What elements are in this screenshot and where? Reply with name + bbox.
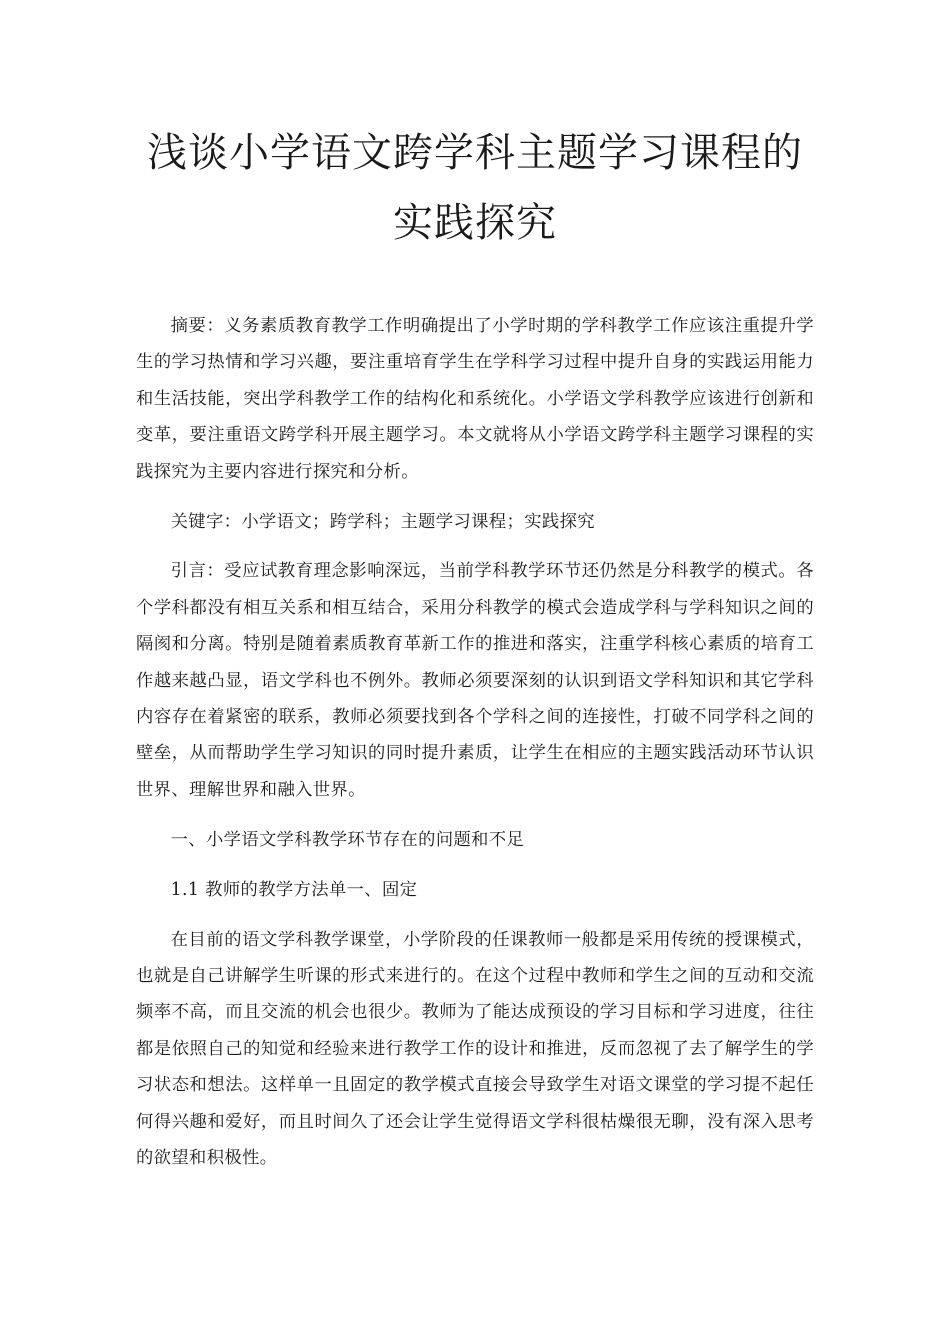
- subsection-body-paragraph: 在目前的语文学科教学课堂，小学阶段的任课教师一般都是采用传统的授课模式，也就是自己讲解学生听课的形式来进行的。在这个过程中教师和学生之间的互动和交流频率不高，而且交流的机会也很少。教师为了能达成预设的学习目标和学习进度，往往都是依照自己的知觉和经验来进行教学工作的设计和推进，反而忽视了去了解学生的学习状态和想法。这样单一且固定的教学模式直接会导致学生对语文课堂的学习提不起任何得兴趣和爱好，而且时间久了还会让学生觉得语文学科很枯燥很无聊，没有深入思考的欲望和积极性。: [136, 929, 814, 1169]
- subsection-heading: 1.1 教师的教学方法单一、固定: [170, 879, 418, 900]
- keywords-paragraph: 关键字：小学语文；跨学科；主题学习课程；实践探究: [170, 511, 595, 532]
- introduction-paragraph: 引言：受应试教育理念影响深远，当前学科教学环节还仍然是分科教学的模式。各个学科都没有相互关系和相互结合，采用分科教学的模式会造成学科与学科知识之间的隔阂和分离。特别是随着素质教育革新工作的推进和落实，注重学科核心素质的培育工作越来越凸显，语文学科也不例外。教师必须要深刻的认识到语文学科知识和其它学科内容存在着紧密的联系，教师必须要找到各个学科之间的连接性，打破不同学科之间的壁垒，从而帮助学生学习知识的同时提升素质，让学生在相应的主题实践活动环节认识世界、理解世界和融入世界。: [136, 561, 814, 800]
- document-title: 浅谈小学语文跨学科主题学习课程的实践探究: [147, 130, 803, 246]
- section-heading: 一、小学语文学科教学环节存在的问题和不足: [170, 829, 525, 850]
- abstract-paragraph: 摘要：义务素质教育教学工作明确提出了小学时期的学科教学工作应该注重提升学生的学习热情和学习兴趣，要注重培育学生在学科学习过程中提升自身的实践运用能力和生活技能，突出学科教学工作的结构化和系统化。小学语文学科教学应该进行创新和变革，要注重语文跨学科开展主题学习。本文就将从小学语文跨学科主题学习课程的实践探究为主要内容进行探究和分析。: [136, 316, 814, 482]
- document-body: [136, 308, 814, 1176]
